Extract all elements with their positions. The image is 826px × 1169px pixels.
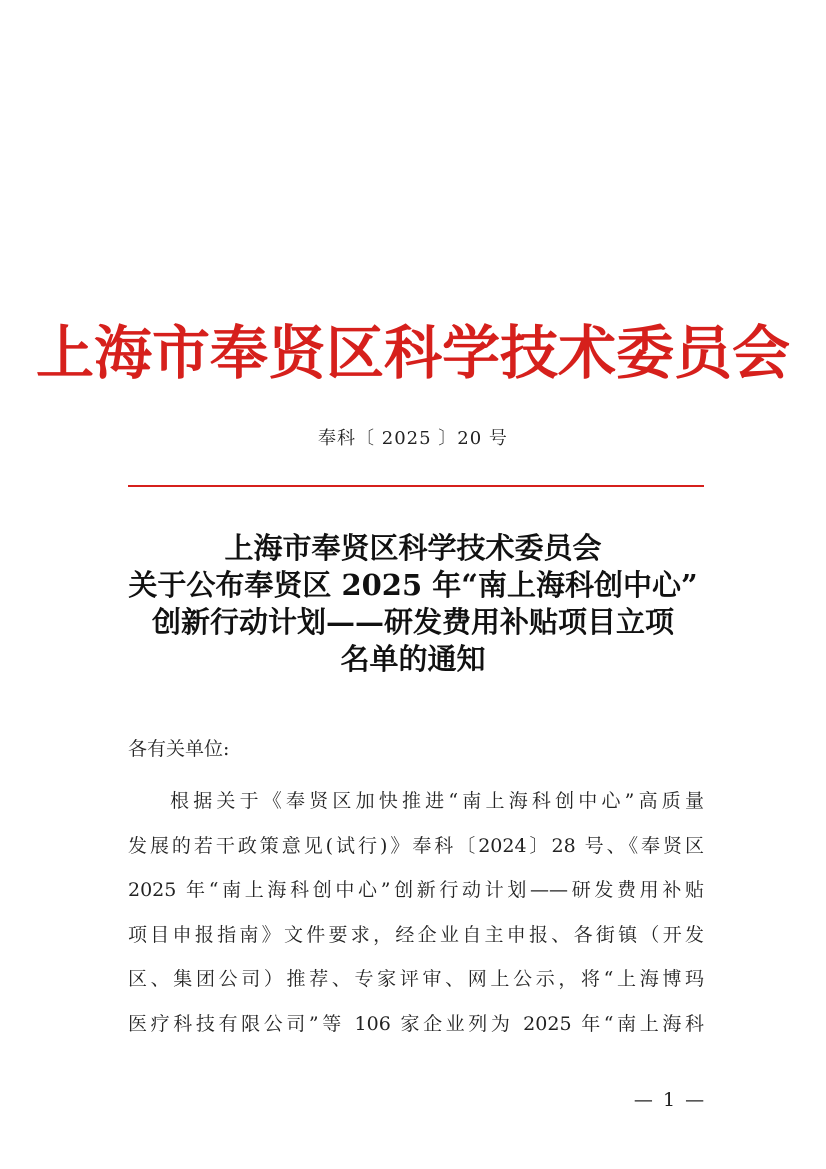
title-line-3: 创新行动计划——研发费用补贴项目立项 bbox=[151, 605, 674, 639]
title-line-2: 关于公布奉贤区 2025 年“南上海科创中心” bbox=[128, 568, 698, 602]
document-title bbox=[60, 530, 766, 678]
title-line-1: 上海市奉贤区科学技术委员会 bbox=[224, 531, 602, 565]
body-line-5: 区、集团公司）推荐、专家评审、网上公示，将“上海博玛 bbox=[128, 968, 704, 991]
body-line-2: 发展的若干政策意见(试行)》奉科〔2024〕28 号、《奉贤区 bbox=[128, 834, 704, 857]
body-line-4: 项目申报指南》文件要求，经企业自主申报、各街镇（开发 bbox=[128, 923, 704, 946]
issuing-organization-header: 上海市奉贤区科学技术委员会 bbox=[35, 319, 790, 387]
salutation: 各有关单位: bbox=[128, 738, 230, 760]
body-line-6: 医疗科技有限公司”等 106 家企业列为 2025 年“南上海科 bbox=[128, 1012, 704, 1035]
body-line-1: 根据关于《奉贤区加快推进“南上海科创中心”高质量 bbox=[170, 790, 704, 812]
body-paragraph bbox=[128, 779, 704, 1047]
red-divider-line bbox=[128, 485, 704, 487]
page-number: — 1 — bbox=[633, 1089, 707, 1111]
body-line-3: 2025 年“南上海科创中心”创新行动计划——研发费用补贴 bbox=[128, 879, 704, 902]
document-number: 奉科〔 2025 〕20 号 bbox=[318, 428, 508, 449]
title-line-4: 名单的通知 bbox=[340, 642, 486, 676]
